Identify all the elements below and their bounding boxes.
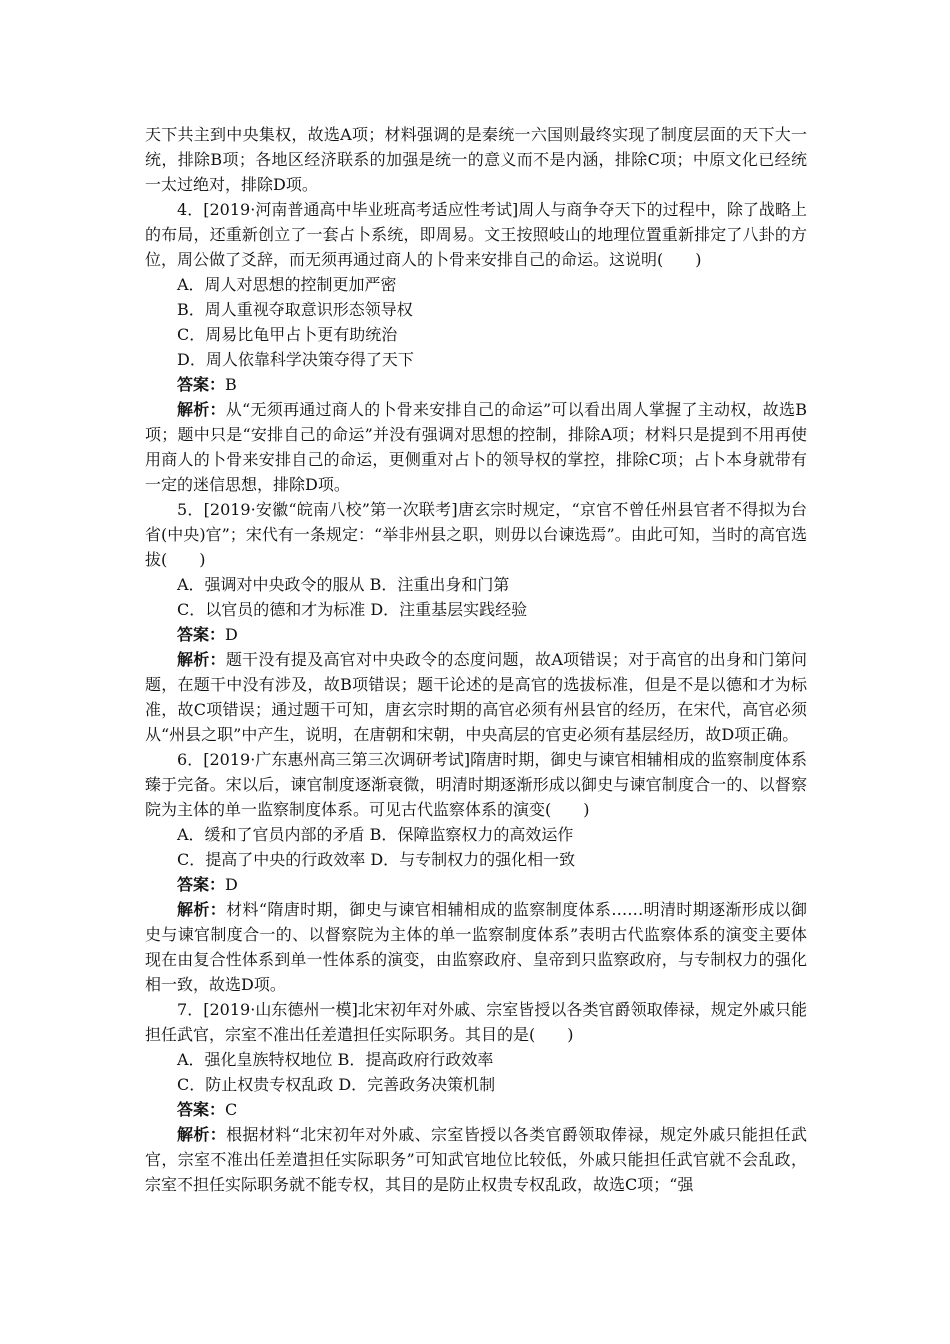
analysis-paragraph xyxy=(145,1122,807,1197)
question-stem: 7．[2019·山东德州一模]北宋初年对外戚、宗室皆授以各类官爵领取俸禄，规定外戚只能担任武官，宗室不准出任差遣担任实际职务。其目的是( ) xyxy=(145,1000,807,1044)
question-stem: 4．[2019·河南普通高中毕业班高考适应性考试]周人与商争夺天下的过程中，除了战略上的布局，还重新创立了一套占卜系统，即周易。文王按照岐山的地理位置重新排定了八卦的方位，周公做了爻辞，而无须再通过商人的卜骨来安排自己的命运。这说明( ) xyxy=(145,200,807,269)
analysis-text: 从“无须再通过商人的卜骨来安排自己的命运”可以看出周人掌握了主动权，故选B项；题中只是“安排自己的命运”并没有强调对思想的控制，排除A项；材料只是提到不用再使用商人的卜骨来安排自己的命运，更侧重对占卜的领导权的掌控，排除C项；占卜本身就带有一定的迷信思想，排除D项。 xyxy=(145,400,807,494)
answer-value: D xyxy=(225,875,238,894)
question-stem: 5．[2019·安徽“皖南八校”第一次联考]唐玄宗时规定，“京官不曾任州县官者不得拟为台省(中央)官”；宋代有一条规定：“举非州县之职，则毋以台谏选焉”。由此可知，当时的高官选拔( ) xyxy=(145,500,807,569)
intro-paragraph: 天下共主到中央集权，故选A项；材料强调的是秦统一六国则最终实现了制度层面的天下大一统，排除B项；各地区经济联系的加强是统一的意义而不是内涵，排除C项；中原文化已经统一太过绝对，排除D项。 xyxy=(145,125,807,194)
answer-line xyxy=(145,372,807,397)
answer-label: 答案： xyxy=(177,625,226,644)
analysis-label: 解析： xyxy=(177,900,227,919)
analysis-paragraph xyxy=(145,647,807,747)
option-line: C．防止权贵专权乱政 D．完善政务决策机制 xyxy=(177,1075,496,1094)
question-7 xyxy=(145,997,807,1197)
option-line: C．以官员的德和才为标准 D．注重基层实践经验 xyxy=(177,600,528,619)
answer-value: D xyxy=(225,625,238,644)
question-6 xyxy=(145,747,807,997)
question-4 xyxy=(145,197,807,497)
analysis-label: 解析： xyxy=(177,400,226,419)
analysis-text: 材料“隋唐时期，御史与谏官相辅相成的监察制度体系……明清时期逐渐形成以御史与谏官制度合一的、以督察院为主体的单一监察制度体系”表明古代监察体系的演变主要体现在由复合性体系到单一性体系的演变，由监察政府、皇帝到只监察政府，与专制权力的强化相一致，故选D项。 xyxy=(145,900,807,994)
analysis-paragraph xyxy=(145,397,807,497)
answer-line xyxy=(145,1097,807,1122)
question-5 xyxy=(145,497,807,747)
answer-value: C xyxy=(225,1100,238,1119)
option-line: C．周易比龟甲占卜更有助统治 xyxy=(177,325,398,344)
answer-line xyxy=(145,622,807,647)
answer-label: 答案： xyxy=(177,875,226,894)
analysis-paragraph xyxy=(145,897,807,997)
answer-label: 答案： xyxy=(177,375,226,394)
analysis-text: 题干没有提及高官对中央政令的态度问题，故A项错误；对于高官的出身和门第问题，在题干中没有涉及，故B项错误；题干论述的是高官的选拔标准，但是不是以德和才为标准，故C项错误；通过题干可知，唐玄宗时期的高官必须有州县官的经历，在宋代，高官必须从“州县之职”中产生，说明，在唐朝和宋朝，中央高层的官吏必须有基层经历，故D项正确。 xyxy=(145,650,807,744)
option-line: A．周人对思想的控制更加严密 xyxy=(177,275,397,294)
option-line: A．强调对中央政令的服从 B．注重出身和门第 xyxy=(177,575,510,594)
option-line: C．提高了中央的行政效率 D．与专制权力的强化相一致 xyxy=(177,850,576,869)
document-body xyxy=(145,122,807,1197)
answer-value: B xyxy=(225,375,237,394)
option-line: A．强化皇族特权地位 B．提高政府行政效率 xyxy=(177,1050,494,1069)
question-stem: 6．[2019·广东惠州高三第三次调研考试]隋唐时期，御史与谏官相辅相成的监察制度体系臻于完备。宋以后，谏官制度逐渐衰微，明清时期逐渐形成以御史与谏官制度合一的、以督察院为主体的单一监察制度体系。可见古代监察体系的演变( ) xyxy=(145,750,807,819)
analysis-text: 根据材料“北宋初年对外戚、宗室皆授以各类官爵领取俸禄，规定外戚只能担任武官，宗室不准出任差遣担任实际职务”可知武官地位比较低，外戚只能担任武官就不会乱政，宗室不担任实际职务就不能专权，其目的是防止权贵专权乱政，故选C项；“强 xyxy=(145,1125,807,1194)
option-line: D．周人依靠科学决策夺得了天下 xyxy=(177,350,414,369)
answer-label: 答案： xyxy=(177,1100,226,1119)
analysis-label: 解析： xyxy=(177,650,226,669)
analysis-label: 解析： xyxy=(177,1125,227,1144)
answer-line xyxy=(145,872,807,897)
option-line: B．周人重视夺取意识形态领导权 xyxy=(177,300,413,319)
option-line: A．缓和了官员内部的矛盾 B．保障监察权力的高效运作 xyxy=(177,825,574,844)
